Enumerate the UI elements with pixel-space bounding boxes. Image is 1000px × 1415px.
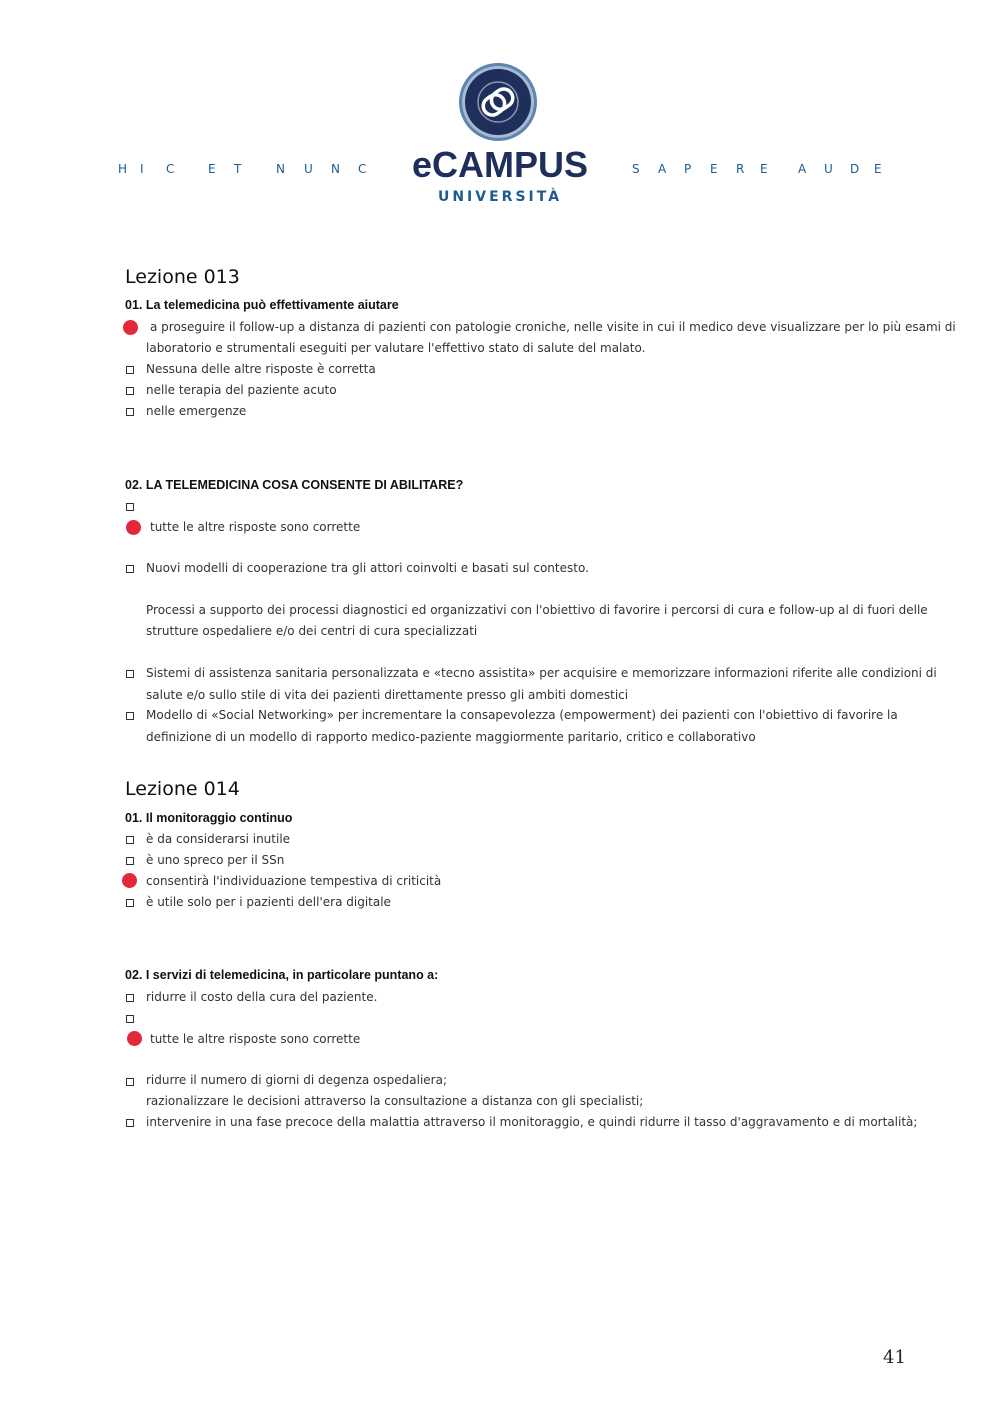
motto-letter: E	[208, 162, 216, 176]
answer-option: è utile solo per i pazienti dell'era digitale	[146, 895, 391, 909]
answer-option: è uno spreco per il SSn	[146, 853, 285, 867]
checkbox-icon	[126, 1015, 134, 1023]
checkbox-icon	[126, 565, 134, 573]
motto-letter: R	[736, 162, 745, 176]
correct-answer-dot-icon	[123, 320, 138, 335]
answer-option-continuation: strutture ospedaliere e/o dei centri di cura specializzati	[146, 624, 478, 638]
motto-letter: C	[358, 162, 367, 176]
checkbox-icon	[126, 366, 134, 374]
answer-option-continuation: razionalizzare le decisioni attraverso la consultazione a distanza con gli specialisti;	[146, 1094, 644, 1108]
motto-letter: A	[798, 162, 807, 176]
motto-letter: E	[760, 162, 768, 176]
answer-option: nelle emergenze	[146, 404, 247, 418]
answer-option: ridurre il costo della cura del paziente.	[146, 990, 378, 1004]
motto-letter: D	[850, 162, 860, 176]
motto-letter: C	[166, 162, 175, 176]
checkbox-icon	[126, 899, 134, 907]
motto-letter: N	[276, 162, 285, 176]
page-number: 41	[883, 1347, 906, 1368]
lesson-title: Lezione 013	[125, 266, 240, 288]
motto-letter: I	[140, 162, 144, 176]
motto-letter: A	[658, 162, 667, 176]
answer-option: nelle terapia del paziente acuto	[146, 383, 337, 397]
answer-option: Nessuna delle altre risposte è corretta	[146, 362, 376, 376]
motto-letter: H	[118, 162, 128, 176]
motto-letter: U	[824, 162, 833, 176]
question-title: 02. I servizi di telemedicina, in particolare puntano a:	[125, 968, 439, 982]
answer-option-continuation: salute e/o sullo stile di vita dei pazienti direttamente presso gli ambiti domestici	[146, 688, 629, 702]
answer-option: Processi a supporto dei processi diagnostici ed organizzativi con l'obiettivo di favorire i percorsi di cura e follow-up al di fuori delle	[146, 603, 928, 617]
lesson-title: Lezione 014	[125, 778, 240, 800]
checkbox-icon	[126, 857, 134, 865]
correct-answer-dot-icon	[126, 520, 141, 535]
answer-option: Modello di «Social Networking» per incrementare la consapevolezza (empowerment) dei pazienti con l'obiettivo di favorire la	[146, 708, 898, 722]
question-title: 01. La telemedicina può effettivamente aiutare	[125, 298, 399, 312]
motto-letter: T	[234, 162, 242, 176]
answer-option: consentirà l'individuazione tempestiva di criticità	[146, 874, 442, 888]
motto-letter: S	[632, 162, 640, 176]
university-seal-icon	[458, 62, 538, 142]
question-title: 02. LA TELEMEDICINA COSA CONSENTE DI ABILITARE?	[125, 478, 464, 492]
checkbox-icon	[126, 503, 134, 511]
motto-letter: U	[304, 162, 313, 176]
checkbox-icon	[126, 408, 134, 416]
answer-option-continuation: laboratorio e strumentali eseguiti per valutare l'effettivo stato di salute del malato.	[146, 341, 646, 355]
motto-letter: N	[331, 162, 340, 176]
checkbox-icon	[126, 1119, 134, 1127]
answer-option: tutte le altre risposte sono corrette	[150, 520, 361, 534]
checkbox-icon	[126, 1078, 134, 1086]
answer-option: a proseguire il follow-up a distanza di pazienti con patologie croniche, nelle visite in cui il medico deve visualizzare per lo più esami di	[150, 320, 956, 334]
correct-answer-dot-icon	[122, 873, 137, 888]
checkbox-icon	[126, 387, 134, 395]
answer-option-continuation: definizione di un modello di rapporto medico-paziente maggiormente paritario, critico e collaborativo	[146, 730, 756, 744]
motto-letter: P	[684, 162, 692, 176]
answer-option: tutte le altre risposte sono corrette	[150, 1032, 361, 1046]
motto-letter: E	[710, 162, 718, 176]
answer-option: è da considerarsi inutile	[146, 832, 291, 846]
answer-option: intervenire in una fase precoce della malattia attraverso il monitoraggio, e quindi ridurre il tasso d'aggravamento e di mortalità;	[146, 1115, 918, 1129]
brand-name: eCAMPUS	[411, 144, 589, 185]
correct-answer-dot-icon	[127, 1031, 142, 1046]
checkbox-icon	[126, 712, 134, 720]
answer-option: Sistemi di assistenza sanitaria personalizzata e «tecno assistita» per acquisire e memorizzare informazioni riferite alle condizioni di	[146, 666, 937, 680]
checkbox-icon	[126, 994, 134, 1002]
answer-option: ridurre il numero di giorni di degenza ospedaliera;	[146, 1073, 447, 1087]
checkbox-icon	[126, 670, 134, 678]
answer-option: Nuovi modelli di cooperazione tra gli attori coinvolti e basati sul contesto.	[146, 561, 589, 575]
question-title: 01. Il monitoraggio continuo	[125, 811, 293, 825]
brand-subtitle: UNIVERSITÀ	[437, 189, 563, 205]
checkbox-icon	[126, 836, 134, 844]
motto-letter: E	[874, 162, 882, 176]
